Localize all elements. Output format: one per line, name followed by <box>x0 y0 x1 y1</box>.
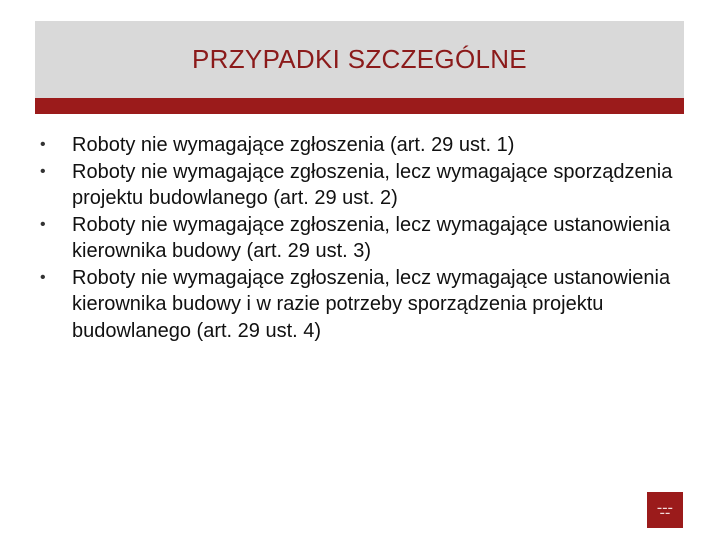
title-band <box>35 21 684 98</box>
bullet-dot-icon: • <box>40 136 46 153</box>
logo-mark-line: ▬ ▬ <box>660 510 670 515</box>
bullet-dot-icon: • <box>40 162 46 180</box>
bullet-item-2 <box>40 159 680 212</box>
bullet-text: Roboty nie wymagające zgłoszenia, lecz wymagające ustanowienia kierownika budowy i w razie potrzeby sporządzenia projektu budowlanego (art. 29 ust. 4) <box>72 266 671 342</box>
bullet-dot-icon: • <box>40 215 46 233</box>
title-underline-bar <box>35 98 684 114</box>
university-logo-icon <box>647 492 683 528</box>
bullet-item-3 <box>40 212 680 265</box>
bullet-text: Roboty nie wymagające zgłoszenia (art. 29 ust. 1) <box>72 134 515 156</box>
logo-mark-line: ▬ ▬ ▬ <box>657 505 673 510</box>
bullet-text: Roboty nie wymagające zgłoszenia, lecz wymagające sporządzenia projektu budowlanego (art. 29 ust. 2) <box>72 160 673 209</box>
bullet-dot-icon: • <box>40 268 46 286</box>
slide-title: PRZYPADKI SZCZEGÓLNE <box>192 44 527 74</box>
bullet-item-1 <box>40 132 680 159</box>
bullet-text: Roboty nie wymagające zgłoszenia, lecz wymagające ustanowienia kierownika budowy (art. 29 ust. 3) <box>72 213 671 262</box>
bullet-item-4 <box>40 265 680 345</box>
bullet-list <box>40 132 680 344</box>
